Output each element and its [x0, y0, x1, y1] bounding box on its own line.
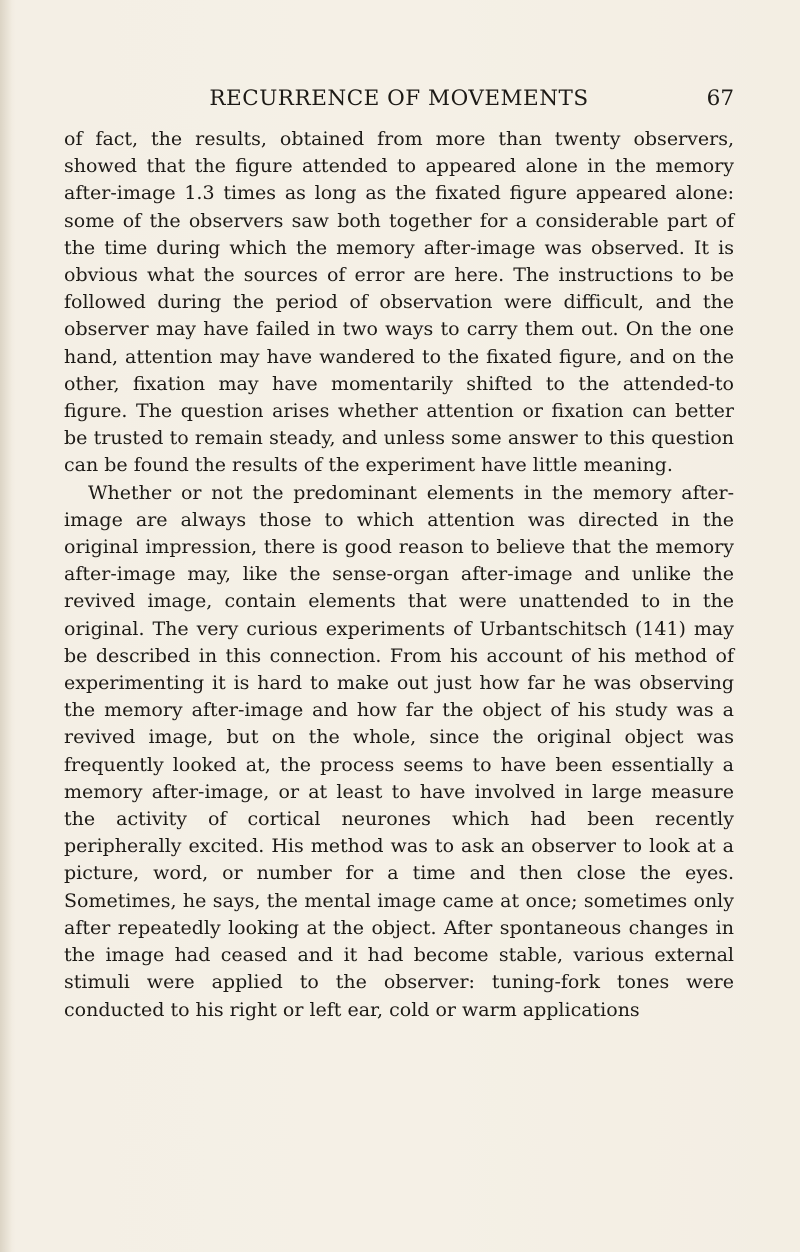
body-text: [64, 126, 734, 1024]
paragraph-continued: of fact, the results, obtained from more than twenty observers, showed that the figure attended to appeared alone in the memory after-image 1.3 times as long as the fixated figure appeared alone: some of the observers saw both together for a considerable part of the time during which the memory after-image was observed. It is obvious what the sources of error are here. The instructions to be followed during the period of observation were difficult, and the observer may have failed in two ways to carry them out. On the one hand, attention may have wandered to the fixated figure, and on the other, fixation may have momentarily shifted to the attended-to figure. The question arises whether attention or fixation can better be trusted to remain steady, and unless some answer to this question can be found the results of the experiment have little meaning.: [64, 128, 734, 477]
gutter-shadow: [0, 0, 12, 1252]
running-head: RECURRENCE OF MOVEMENTS: [209, 86, 589, 111]
page-number: 67: [706, 86, 734, 111]
page-header: [64, 86, 734, 120]
paragraph-memory-after-image: Whether or not the predominant elements in the memory after-image are always those to which attention was directed in the original impression, there is good reason to believe that the memory after-image may, like the sense-organ after-image and unlike the revived image, contain elements that were unattended to in the original. The very curious experiments of Urbantschitsch (141) may be described in this connection. From his account of his method of experimenting it is hard to make out just how far he was observing the memory after-image and how far the object of his study was a revived image, but on the whole, since the original object was frequently looked at, the process seems to have been essentially a memory after-image, or at least to have involved in large measure the activity of cortical neurones which had been recently peripherally excited. His method was to ask an observer to look at a picture, word, or number for a time and then close the eyes. Sometimes, he says, the mental image came at once; sometimes only after repeatedly looking at the object. After spontaneous changes in the image had ceased and it had become stable, various external stimuli were applied to the observer: tuning-fork tones were conducted to his right or left ear, cold or warm applications: [64, 481, 734, 1021]
